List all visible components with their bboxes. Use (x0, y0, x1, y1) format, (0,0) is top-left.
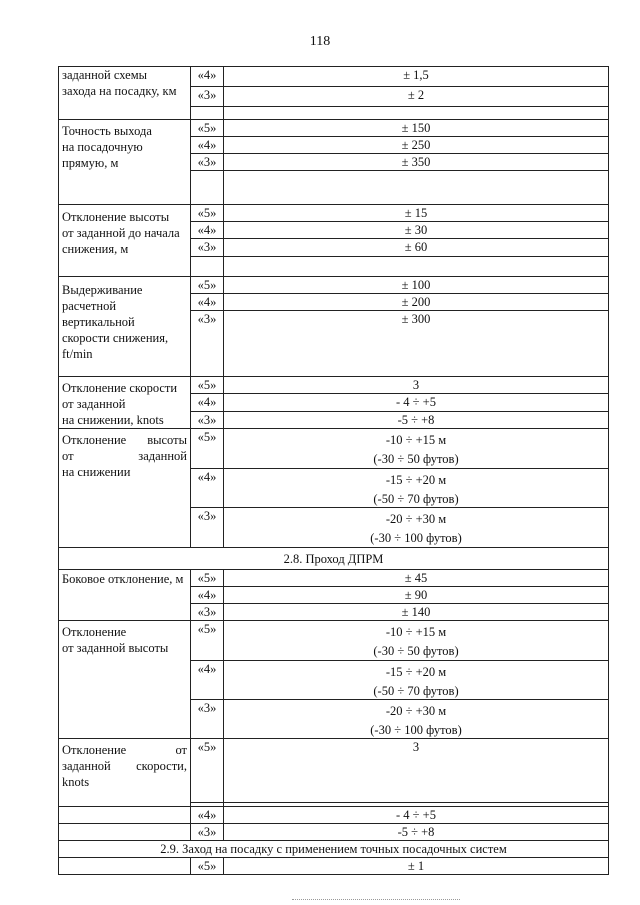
label-line: от заданной (62, 449, 187, 463)
criterion-label (59, 429, 191, 548)
grade-cell: «5» (191, 429, 224, 469)
table-row (59, 807, 609, 824)
value-line: -15 ÷ +20 м (385, 665, 447, 679)
value-cell (224, 469, 609, 508)
grade-cell: «3» (191, 508, 224, 548)
grade-cell: «3» (191, 239, 224, 257)
grade-cell: «3» (191, 311, 224, 377)
criterion-label: Боковое отклонение, м (59, 570, 191, 621)
value-cell: - 4 ÷ +5 (224, 394, 609, 411)
value-cell (224, 661, 609, 700)
criterion-label (59, 739, 191, 807)
criterion-label: Выдерживание расчетной вертикальной скорости снижения, ft/min (59, 277, 191, 377)
grade-cell: «3» (191, 824, 224, 841)
grade-cell: «4» (191, 661, 224, 700)
value-line: (-30 ÷ 100 футов) (370, 723, 462, 737)
value-line: (-30 ÷ 50 футов) (373, 452, 459, 466)
empty-cell (191, 257, 224, 277)
table-row (59, 205, 609, 222)
grade-cell: «5» (191, 570, 224, 587)
table-row (59, 841, 609, 858)
criterion-label: заданной схемы захода на посадку, км (59, 67, 191, 120)
criterion-label: Точность выхода на посадочную прямую, м (59, 120, 191, 205)
value-line: -20 ÷ +30 м (385, 512, 447, 526)
value-cell: ± 200 (224, 294, 609, 311)
value-cell: ± 100 (224, 277, 609, 294)
value-cell (224, 700, 609, 739)
value-cell: 3 (224, 739, 609, 803)
value-cell: -5 ÷ +8 (224, 824, 609, 841)
label-line: заданной скорости, (62, 759, 187, 773)
empty-cell (59, 824, 191, 841)
empty-cell (224, 257, 609, 277)
table-row (59, 739, 609, 803)
page-number: 118 (309, 34, 331, 49)
value-cell: ± 30 (224, 222, 609, 239)
table-row (59, 429, 609, 469)
empty-cell (224, 171, 609, 205)
table-row (59, 67, 609, 87)
grade-cell: «5» (191, 277, 224, 294)
grade-cell: «4» (191, 394, 224, 411)
scan-artifact (292, 899, 460, 902)
table-row (59, 621, 609, 661)
value-cell (224, 621, 609, 661)
empty-cell (224, 107, 609, 120)
label-line: на снижении (62, 465, 131, 479)
grade-cell: «4» (191, 469, 224, 508)
value-cell: ± 2 (224, 87, 609, 107)
empty-cell (59, 858, 191, 875)
table-row (59, 120, 609, 137)
value-line: (-50 ÷ 70 футов) (373, 684, 459, 698)
value-cell: ± 60 (224, 239, 609, 257)
value-cell: ± 1,5 (224, 67, 609, 87)
value-line: -15 ÷ +20 м (385, 473, 447, 487)
value-cell (224, 508, 609, 548)
value-cell: ± 150 (224, 120, 609, 137)
grade-cell: «3» (191, 411, 224, 428)
value-cell: -5 ÷ +8 (224, 411, 609, 428)
value-line: (-50 ÷ 70 футов) (373, 492, 459, 506)
value-cell: ± 45 (224, 570, 609, 587)
value-line: (-30 ÷ 100 футов) (370, 531, 462, 545)
value-line: -10 ÷ +15 м (385, 433, 447, 447)
value-line: (-30 ÷ 50 футов) (373, 644, 459, 658)
grade-cell: «4» (191, 294, 224, 311)
grade-cell: «3» (191, 87, 224, 107)
table-row (59, 858, 609, 875)
value-cell: ± 300 (224, 311, 609, 377)
grade-cell: «5» (191, 377, 224, 394)
grade-cell: «4» (191, 587, 224, 604)
criterion-label: Отклонение от заданной высоты (59, 621, 191, 739)
criterion-label: Отклонение скорости от заданной на снижении, knots (59, 377, 191, 429)
label-line: knots (62, 775, 90, 789)
empty-cell (59, 807, 191, 824)
grade-cell: «5» (191, 120, 224, 137)
table-row (59, 377, 609, 394)
empty-cell (191, 107, 224, 120)
value-cell: - 4 ÷ +5 (224, 807, 609, 824)
criteria-table (58, 66, 609, 875)
table-row (59, 824, 609, 841)
table-row (59, 277, 609, 294)
value-cell: 3 (224, 377, 609, 394)
section-heading: 2.8. Проход ДПРМ (59, 548, 609, 570)
value-cell (224, 429, 609, 469)
section-heading: 2.9. Заход на посадку с применением точных посадочных систем (59, 841, 609, 858)
table-row (59, 548, 609, 570)
label-line: Отклонение от (62, 743, 187, 757)
value-line: -20 ÷ +30 м (385, 704, 447, 718)
grade-cell: «4» (191, 807, 224, 824)
value-cell: ± 1 (224, 858, 609, 875)
empty-cell (191, 171, 224, 205)
grade-cell: «5» (191, 739, 224, 803)
grade-cell: «5» (191, 621, 224, 661)
grade-cell: «4» (191, 67, 224, 87)
criterion-label: Отклонение высоты от заданной до начала снижения, м (59, 205, 191, 277)
value-cell: ± 15 (224, 205, 609, 222)
table-row (59, 570, 609, 587)
grade-cell: «4» (191, 222, 224, 239)
value-cell: ± 250 (224, 137, 609, 154)
value-cell: ± 140 (224, 604, 609, 621)
label-line: Отклонение высоты (62, 433, 187, 447)
value-line: -10 ÷ +15 м (385, 625, 447, 639)
grade-cell: «5» (191, 858, 224, 875)
grade-cell: «3» (191, 700, 224, 739)
grade-cell: «4» (191, 137, 224, 154)
value-cell: ± 350 (224, 154, 609, 171)
value-cell: ± 90 (224, 587, 609, 604)
grade-cell: «3» (191, 604, 224, 621)
grade-cell: «5» (191, 205, 224, 222)
grade-cell: «3» (191, 154, 224, 171)
